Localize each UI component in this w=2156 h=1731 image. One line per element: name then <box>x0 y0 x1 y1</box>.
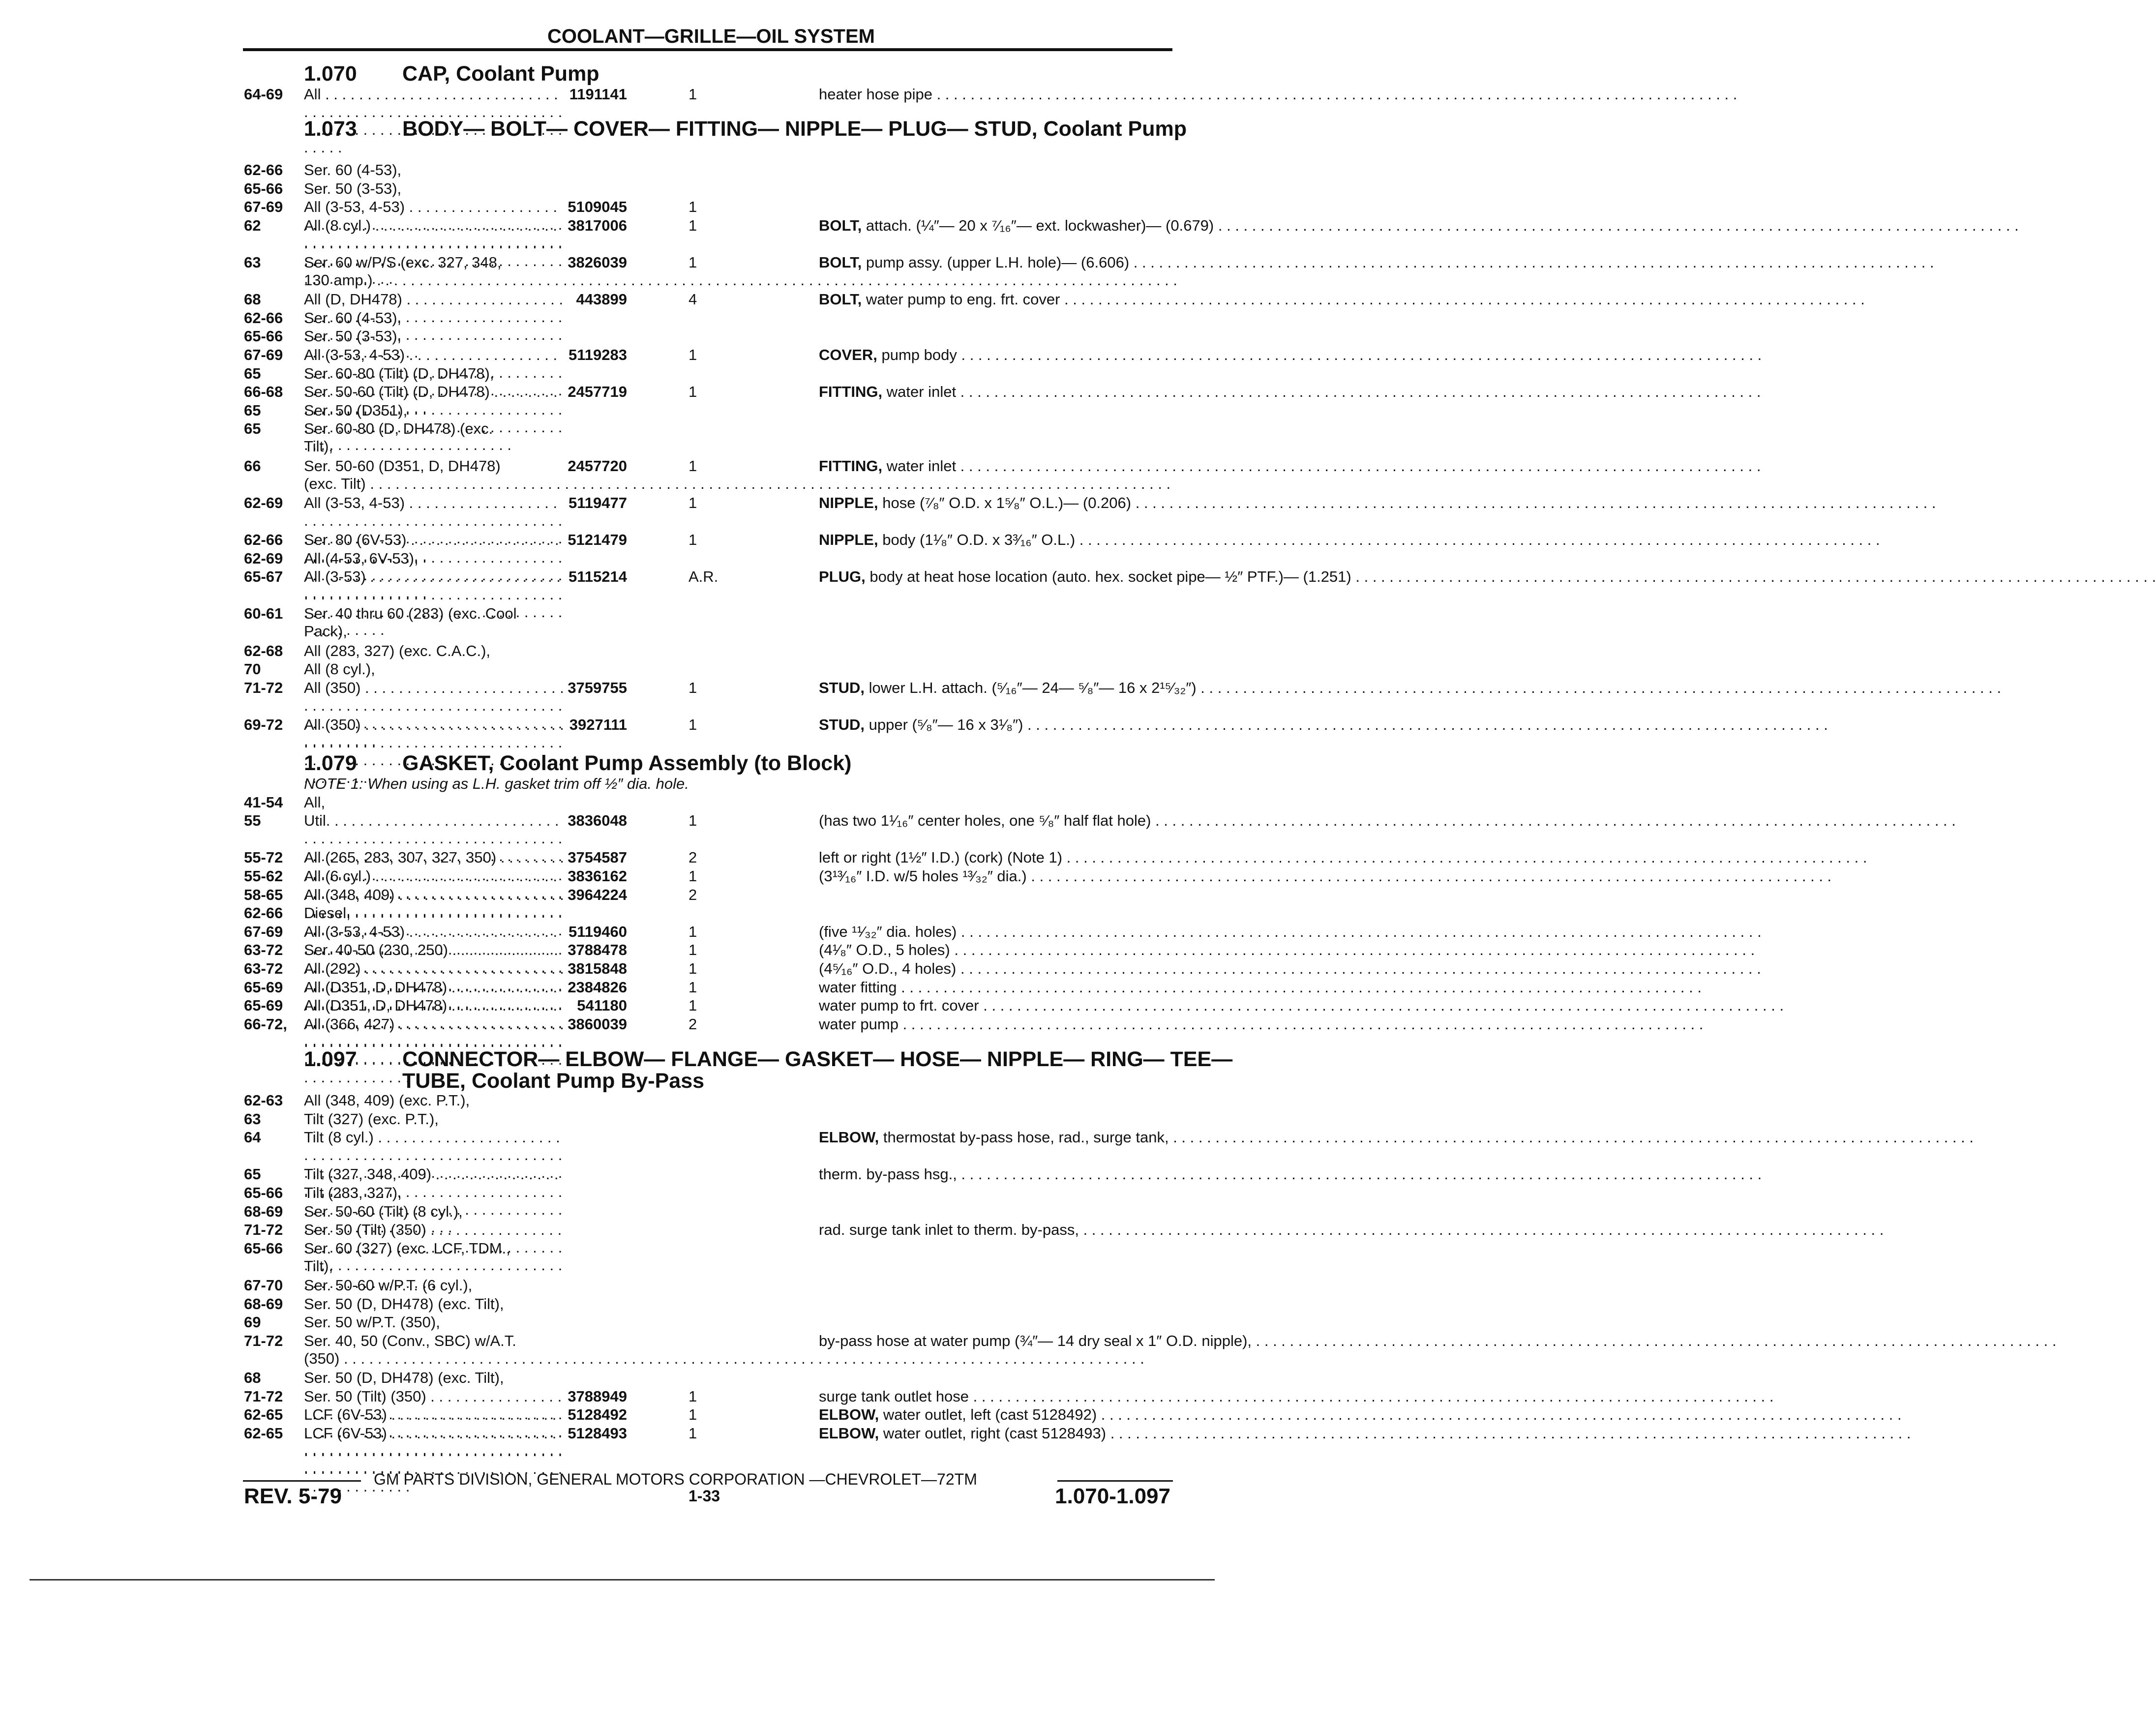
section-heading <box>304 117 1187 141</box>
model-years: 67-69 <box>244 923 283 940</box>
part-number: 2457720 <box>568 457 627 475</box>
description-text: heater hose pipe <box>819 86 932 103</box>
application-text: Diesel, <box>304 904 351 922</box>
model-years: 65-66 <box>244 1239 283 1257</box>
description-text: left or right (1½″ I.D.) (cork) (Note 1) <box>819 849 1063 866</box>
application-text: Ser. 80 (6V-53) . . . <box>304 531 565 602</box>
description-keyword: FITTING, <box>819 383 883 401</box>
application-text: All (348, 409) (exc. P.T.), <box>304 1092 470 1109</box>
application <box>304 402 565 419</box>
footer-rule-left <box>243 1480 361 1482</box>
application-text: Ser. 50 (3-53), <box>304 328 402 345</box>
application-text: All . . . <box>304 86 565 156</box>
application-text: All (3-53, 4-53) . . . <box>304 198 565 269</box>
part-number: 5128493 <box>568 1424 627 1442</box>
page-header: COOLANT—GRILLE—OIL SYSTEM <box>547 26 875 47</box>
model-years: 66-68 <box>244 383 283 401</box>
application-text: Ser. 50 (Tilt) (350) . . . <box>304 1221 565 1292</box>
model-years: 65-69 <box>244 997 283 1015</box>
footer-publisher: GM PARTS DIVISION, GENERAL MOTORS CORPORATION —CHEVROLET—72TM <box>374 1470 977 1488</box>
part-number: 3788478 <box>568 941 627 959</box>
model-years: 62-65 <box>244 1406 283 1424</box>
part-number: 3836048 <box>568 812 627 830</box>
model-years: 62-66 <box>244 904 283 922</box>
description-text: attach. (¼″— 20 x ⁷⁄₁₆″— ext. lockwasher)— (0.679) <box>862 216 1214 234</box>
quantity: 1 <box>689 346 697 363</box>
model-years: 62-69 <box>244 549 283 567</box>
application-text: All (D351, D, DH478) . . . <box>304 997 565 1068</box>
description-text: water fitting <box>819 978 897 996</box>
application <box>304 1277 565 1294</box>
application-text: All (350) . . . <box>304 716 565 787</box>
application-text: All (D, DH478) . . . <box>304 291 565 361</box>
model-years: 62-65 <box>244 1424 283 1442</box>
section-heading <box>304 62 599 86</box>
description <box>819 216 1214 235</box>
application-text: All (348, 409) . . . <box>304 886 565 957</box>
footer-rule-right <box>1057 1480 1173 1482</box>
model-years: 62-68 <box>244 642 283 659</box>
application-text-last-line: (350) . . . <box>304 1350 565 1368</box>
model-years: 63 <box>244 1110 261 1128</box>
application-text: All (3-53, 4-53) . . . <box>304 494 565 565</box>
application-text: All (8 cyl.) . . . <box>304 217 565 288</box>
description-text: pump body <box>877 346 957 363</box>
description-text: pump assy. (upper L.H. hole)— (6.606) <box>862 254 1130 271</box>
description-text: hose (⁷⁄₈″ O.D. x 1⁵⁄₈″ O.L.)— (0.206) <box>878 494 1132 511</box>
application-text: All (6 cyl.) . . . <box>304 867 565 938</box>
application-text: All (8 cyl.), <box>304 660 375 678</box>
model-years: 62-66 <box>244 161 283 179</box>
application-text: All (366, 427) . . . <box>304 1015 565 1086</box>
application <box>304 550 565 567</box>
application-text: Ser. 60 (4-53), <box>304 161 402 179</box>
quantity: 1 <box>689 457 697 475</box>
quantity: 1 <box>689 198 697 216</box>
application <box>304 605 565 640</box>
application-text: Ser. 40 thru 60 (283) (exc. Cool Pack), <box>304 605 517 640</box>
model-years: 68-69 <box>244 1295 283 1313</box>
model-years: 69-72 <box>244 716 283 733</box>
bottom-scan-line <box>30 1579 1215 1581</box>
description-text: water outlet, right (cast 5128493) <box>879 1424 1107 1442</box>
description <box>819 1221 1168 1239</box>
description <box>819 291 1168 308</box>
model-years: 58-65 <box>244 886 283 903</box>
section-number: 1.079 <box>304 751 357 775</box>
section-title: CAP, Coolant Pump <box>402 62 599 86</box>
application <box>304 1369 565 1387</box>
model-years: 71-72 <box>244 1387 283 1405</box>
description-text: (4⁵⁄₁₆″ O.D., 4 holes) <box>819 960 957 977</box>
application-text: Ser. 60-80 (Tilt) (D, DH478), <box>304 364 494 382</box>
application <box>304 161 565 179</box>
application-text: Ser. 50 (D, DH478) (exc. Tilt), <box>304 1369 504 1386</box>
part-number: 443899 <box>576 291 627 308</box>
description <box>819 941 1168 959</box>
model-years: 65-69 <box>244 978 283 996</box>
part-number: 5119477 <box>569 494 627 511</box>
description-text: body at heat hose location (auto. hex. socket pipe— ½″ PTF.)— (1.251) <box>865 568 1351 586</box>
section-heading <box>304 751 852 775</box>
description <box>819 716 1168 734</box>
part-number: 5119283 <box>569 346 627 363</box>
description-keyword: BOLT, <box>819 216 862 234</box>
part-number: 5121479 <box>568 531 627 548</box>
application <box>304 420 565 455</box>
application-text: All (292) . . . <box>304 960 565 1031</box>
description <box>819 254 1168 271</box>
description-keyword: BOLT, <box>819 254 862 271</box>
header-rule <box>243 48 1172 51</box>
quantity: 2 <box>689 1015 697 1033</box>
quantity: 1 <box>689 679 697 696</box>
application <box>304 1092 565 1109</box>
quantity: 1 <box>689 216 697 234</box>
model-years: 64 <box>244 1129 261 1146</box>
application-text: Ser. 50 (Tilt) (350) . . . <box>304 1388 565 1459</box>
quantity: 4 <box>689 291 697 308</box>
part-number: 3826039 <box>568 254 627 271</box>
description <box>819 346 1168 364</box>
application <box>304 794 565 811</box>
description-text: by-pass hose at water pump (¾″— 14 dry seal x 1″ O.D. nipple), <box>819 1332 1252 1349</box>
description-text: water pump to eng. frt. cover <box>862 291 1060 308</box>
application-text: All (4-53, 6V-53), <box>304 549 419 567</box>
model-years: 70 <box>244 660 261 678</box>
application-text: Ser. 50-60 (D351, D, DH478) <box>304 457 501 475</box>
application <box>304 1295 565 1313</box>
description <box>819 86 1168 103</box>
description <box>819 849 1168 866</box>
application-text: All (3-53, 4-53) . . . <box>304 346 565 417</box>
section-title: GASKET, Coolant Pump Assembly (to Block) <box>402 751 852 775</box>
application-text: Ser. 50 w/P.T. (350), <box>304 1313 440 1331</box>
part-number: 3754587 <box>568 849 627 866</box>
application <box>304 180 565 198</box>
description-keyword: STUD, <box>819 716 865 733</box>
application-text: Tilt (327, 348, 409) . . . <box>304 1165 565 1236</box>
description <box>819 923 1168 941</box>
application-text-last-line: 130 amp.) . . . <box>304 271 565 289</box>
description-keyword: ELBOW, <box>819 1406 879 1424</box>
model-years: 66-72, <box>244 1015 287 1033</box>
part-number: 5115214 <box>569 568 627 586</box>
description-text: water inlet <box>882 457 957 475</box>
model-years: 71-72 <box>244 1221 283 1239</box>
application-text: Tilt (327) (exc. P.T.), <box>304 1110 439 1128</box>
application <box>304 457 565 493</box>
description-keyword: STUD, <box>819 679 865 696</box>
model-years: 66 <box>244 457 261 475</box>
part-number: 3815848 <box>568 960 627 977</box>
description-text: (has two 1¹⁄₁₆″ center holes, one ⁵⁄₈″ half flat hole) <box>819 812 1151 830</box>
model-years: 63-72 <box>244 941 283 959</box>
description-text: body (1¹⁄₈″ O.D. x 3³⁄₁₆″ O.L.) <box>878 531 1076 548</box>
description <box>819 1332 1252 1350</box>
model-years: 62-66 <box>244 309 283 327</box>
application-text: Ser. 50 (3-53), <box>304 179 402 197</box>
revision-label: REV. 5-79 <box>244 1484 342 1508</box>
description-keyword: ELBOW, <box>819 1129 879 1146</box>
description <box>819 1129 1168 1146</box>
part-number: 3788949 <box>568 1387 627 1405</box>
description-text: lower L.H. attach. (⁵⁄₁₆″— 24— ⁵⁄₈″— 16 x 2¹⁵⁄₃₂″) <box>865 679 1197 696</box>
quantity: 1 <box>689 1387 697 1405</box>
description <box>819 383 1168 401</box>
application <box>304 904 565 922</box>
model-years: 68 <box>244 291 261 308</box>
description <box>819 1406 1168 1424</box>
description-keyword: NIPPLE, <box>819 531 878 548</box>
model-years: 62-69 <box>244 494 283 511</box>
part-number: 3860039 <box>568 1015 627 1033</box>
description-text: thermostat by-pass hose, rad., surge tank, <box>879 1129 1169 1146</box>
application-text: All (3-53, 4-53) . . . <box>304 923 565 994</box>
quantity: 2 <box>689 849 697 866</box>
quantity: 1 <box>689 978 697 996</box>
description <box>819 1165 1168 1183</box>
application <box>304 1110 565 1128</box>
description-keyword: NIPPLE, <box>819 494 878 511</box>
model-years: 55-72 <box>244 849 283 866</box>
model-years: 62-66 <box>244 531 283 548</box>
part-number: 2384826 <box>568 978 627 996</box>
application-text: All (3-53) . . . <box>304 568 565 639</box>
application <box>304 1203 565 1221</box>
model-years: 65-66 <box>244 179 283 197</box>
application-text: Tilt (8 cyl.) . . . <box>304 1129 565 1199</box>
part-number: 3836162 <box>568 867 627 885</box>
quantity: 1 <box>689 1424 697 1442</box>
description-keyword: BOLT, <box>819 291 862 308</box>
description-text: rad. surge tank inlet to therm. by-pass, <box>819 1221 1079 1239</box>
description <box>819 997 1168 1015</box>
description <box>819 679 1197 697</box>
application-text: Ser. 50 (D351), <box>304 401 408 419</box>
application-text: All (350) . . . <box>304 679 565 750</box>
quantity: A.R. <box>689 568 719 586</box>
part-number: 3759755 <box>568 679 627 696</box>
application-text: Ser. 50 (D, DH478) (exc. Tilt), <box>304 1295 504 1313</box>
section-number: 1.097 <box>304 1047 357 1071</box>
quantity: 1 <box>689 867 697 885</box>
model-years: 64-69 <box>244 86 283 103</box>
quantity: 2 <box>689 886 697 903</box>
description-keyword: ELBOW, <box>819 1424 879 1442</box>
part-number: 3817006 <box>568 216 627 234</box>
part-number: 5128492 <box>568 1406 627 1424</box>
part-number: 3964224 <box>568 886 627 903</box>
model-years: 55-62 <box>244 867 283 885</box>
description-text: water pump <box>819 1015 898 1033</box>
section-note: NOTE 1: When using as L.H. gasket trim off ½″ dia. hole. <box>304 775 689 792</box>
quantity: 1 <box>689 812 697 830</box>
quantity: 1 <box>689 494 697 511</box>
model-years: 65 <box>244 420 261 438</box>
part-number: 2457719 <box>568 383 627 401</box>
description-text: water pump to frt. cover <box>819 997 979 1015</box>
model-years: 69 <box>244 1313 261 1331</box>
application-text: Ser. 50-60 (Tilt) (D, DH478) . . . <box>304 383 565 454</box>
model-years: 65-66 <box>244 328 283 345</box>
model-years: 62-63 <box>244 1092 283 1109</box>
description-text: surge tank outlet hose <box>819 1387 969 1405</box>
description <box>819 960 1168 978</box>
part-number: 5119460 <box>569 923 627 940</box>
application <box>304 254 565 289</box>
application <box>304 1240 565 1275</box>
application <box>304 309 565 327</box>
description <box>819 1388 1168 1405</box>
description-text: upper (⁵⁄₈″— 16 x 3¹⁄₈″) <box>865 716 1023 733</box>
model-years: 65-66 <box>244 1184 283 1201</box>
part-number: 1191141 <box>569 86 627 103</box>
description <box>819 1425 1168 1442</box>
model-years: 63 <box>244 254 261 271</box>
model-years: 65 <box>244 1165 261 1183</box>
application <box>304 328 565 345</box>
model-years: 67-69 <box>244 346 283 363</box>
part-number: 3927111 <box>569 716 627 733</box>
description <box>819 531 1168 549</box>
application-text: All, <box>304 793 326 811</box>
model-years: 55 <box>244 812 261 830</box>
application-text: Ser. 60 (327) (exc. LCF, TDM., Tilt), <box>304 1239 510 1275</box>
description <box>819 1015 1168 1033</box>
description-text: water outlet, left (cast 5128492) <box>879 1406 1097 1424</box>
model-years: 65-67 <box>244 568 283 586</box>
application-text: Ser. 60-80 (D, DH478) (exc. Tilt), <box>304 420 493 455</box>
section-number: 1.073 <box>304 117 357 141</box>
description <box>819 979 1168 996</box>
description <box>819 568 1351 586</box>
model-years: 68 <box>244 1369 261 1386</box>
description <box>819 812 1168 830</box>
application-text-last-line: (exc. Tilt) . . . <box>304 475 565 493</box>
part-number: 541180 <box>577 997 627 1015</box>
application <box>304 365 565 383</box>
description <box>819 457 1168 475</box>
section-number: 1.070 <box>304 62 357 86</box>
model-years: 68-69 <box>244 1202 283 1220</box>
application <box>304 660 565 678</box>
quantity: 1 <box>689 960 697 977</box>
application-text: Ser. 50-60 (Tilt) (8 cyl.), <box>304 1202 463 1220</box>
model-years: 62 <box>244 216 261 234</box>
description-keyword: PLUG, <box>819 568 866 586</box>
application-text: All (283, 327) (exc. C.A.C.), <box>304 642 491 659</box>
application <box>304 1332 565 1368</box>
quantity: 1 <box>689 923 697 940</box>
description-keyword: FITTING, <box>819 457 883 475</box>
application-text: Ser. 40-50 (230, 250) . . . <box>304 941 565 1012</box>
application-text: LCF (6V-53) . . . <box>304 1425 565 1495</box>
quantity: 1 <box>689 716 697 733</box>
application <box>304 1184 565 1202</box>
description-text: (five ¹¹⁄₃₂″ dia. holes) <box>819 923 957 940</box>
part-number: 5109045 <box>568 198 627 216</box>
description-text: (3¹³⁄₁₆″ I.D. w/5 holes ¹³⁄₃₂″ dia.) <box>819 867 1027 885</box>
model-years: 71-72 <box>244 679 283 696</box>
model-years: 60-61 <box>244 605 283 623</box>
model-years: 67-69 <box>244 198 283 216</box>
quantity: 1 <box>689 941 697 959</box>
description-text: therm. by-pass hsg., <box>819 1165 957 1183</box>
section-title: BODY— BOLT— COVER— FITTING— NIPPLE— PLUG— STUD, Coolant Pump <box>402 117 1187 141</box>
section-heading <box>304 1047 1233 1093</box>
model-years: 63-72 <box>244 960 283 977</box>
description-text: water inlet <box>882 383 957 401</box>
model-years: 65 <box>244 401 261 419</box>
application-text: Ser. 60 w/P/S (exc. 327, 348, <box>304 254 502 271</box>
description <box>819 867 1168 885</box>
model-years: 67-70 <box>244 1277 283 1294</box>
quantity: 1 <box>689 86 697 103</box>
description-text: (4¹⁄₈″ O.D., 5 holes) <box>819 941 950 959</box>
application <box>304 642 565 660</box>
application-text: Ser. 50-60 w/P.T. (6 cyl.), <box>304 1277 473 1294</box>
quantity: 1 <box>689 254 697 271</box>
section-range: 1.070-1.097 <box>1055 1484 1170 1508</box>
application <box>304 1313 565 1331</box>
quantity: 1 <box>689 531 697 548</box>
application-text: Ser. 40, 50 (Conv., SBC) w/A.T. <box>304 1332 516 1349</box>
application-text: All (D351, D, DH478) . . . <box>304 979 565 1049</box>
model-years: 65 <box>244 364 261 382</box>
application-text: Ser. 60 (4-53), <box>304 309 402 327</box>
application-text: LCF (6V-53) . . . <box>304 1406 565 1477</box>
description <box>819 494 1168 512</box>
application-text: Tilt (283, 327), <box>304 1184 402 1201</box>
model-years: 41-54 <box>244 793 283 811</box>
application-text: Util. . . . <box>304 812 565 883</box>
quantity: 1 <box>689 383 697 401</box>
model-years: 71-72 <box>244 1332 283 1349</box>
page-number: 1-33 <box>689 1487 720 1505</box>
quantity: 1 <box>689 997 697 1015</box>
section-title: CONNECTOR— ELBOW— FLANGE— GASKET— HOSE— NIPPLE— RING— TEE— TUBE, Coolant Pump By-Pass <box>402 1047 1233 1093</box>
description-keyword: COVER, <box>819 346 877 363</box>
quantity: 1 <box>689 1406 697 1424</box>
application-text: All (265, 283, 307, 327, 350) . . . <box>304 849 565 920</box>
